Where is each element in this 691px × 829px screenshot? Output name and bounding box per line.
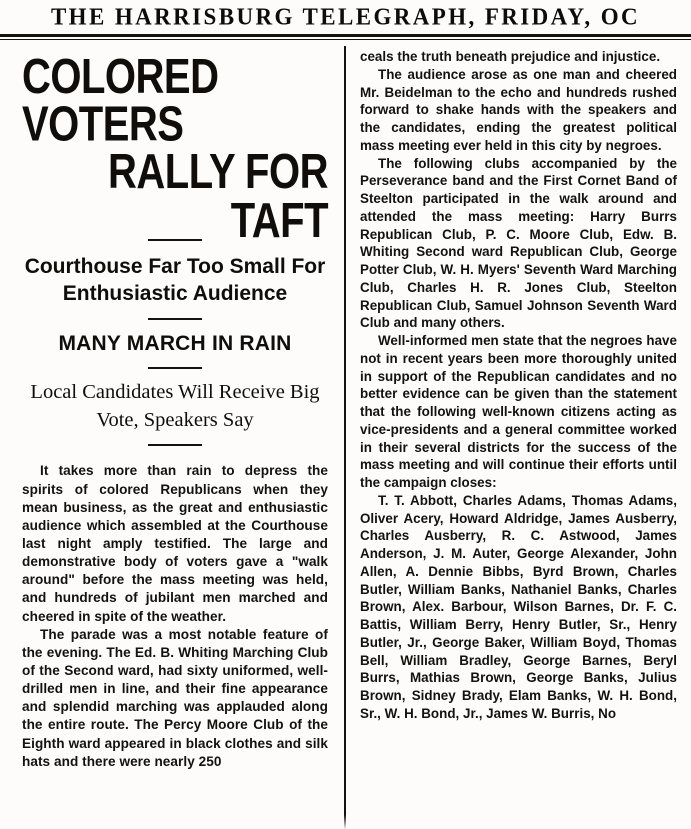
article-columns bbox=[0, 44, 691, 829]
deck-divider-4 bbox=[148, 444, 202, 446]
committee-names-list: T. T. Abbott, Charles Adams, Thomas Adams, Oliver Acery, Howard Aldridge, James Ausberry, Charles Ausberry, R. C. Astwood, James Anderson, J. M. Auter, George Alexander, John Allen, A. Dennie Bibbs, Byrd Brown, Charles Butler, William Banks, Nathaniel Banks, Charles Brown, Alex. Barbour, Wilson Barnes, Dr. F. C. Battis, William Berry, Henry Butler, Sr., Henry Butler, Jr., George Baker, William Boyd, Thomas Bell, William Bradley, George Barnes, Beryl Burrs, Mathias Brown, George Banks, Julius Brown, Sidney Brady, Elam Banks, W. H. Bond, Sr., W. H. Bond, Jr., James W. Burris, No bbox=[360, 492, 677, 721]
deck-divider-3 bbox=[148, 367, 202, 369]
right-column-body bbox=[360, 48, 677, 723]
masthead bbox=[0, 0, 691, 34]
article-deck-3: Local Candidates Will Receive Big Vote, Speakers Say bbox=[30, 381, 320, 431]
article-deck-1: Courthouse Far Too Small For Enthusiastic Audience bbox=[24, 254, 326, 306]
article-deck-2: MANY MARCH IN RAIN bbox=[58, 332, 292, 356]
masthead-title: THE HARRISBURG TELEGRAPH, FRIDAY, OC bbox=[50, 3, 641, 30]
left-paragraph-2: The parade was a most notable feature of the evening. The Ed. B. Whiting Marching Club of the Second ward, had sixty uniformed, well-drilled men in line, and their fine appearance and splendid marching was applauded along the entire route. The Percy Moore Club of the Eighth ward appeared in black clothes and silk hats and there were nearly 250 bbox=[22, 626, 328, 769]
deck-divider-2 bbox=[148, 318, 202, 320]
left-column-body bbox=[22, 462, 328, 770]
headline-line-2: RALLY FOR TAFT bbox=[108, 145, 328, 248]
right-column bbox=[346, 44, 691, 829]
headline-line-1: COLORED VOTERS bbox=[22, 50, 219, 152]
masthead-rule-thick bbox=[0, 34, 691, 37]
left-paragraph-1: It takes more than rain to depress the spirits of colored Republicans when they mean business, as the great and enthusiastic audience which assembled at the Courthouse last night amply testified. The large and demonstrative body of voters gave a "walk around" before the mass meeting was held, and hundreds of jubilant men marched and cheered in spite of the weather. bbox=[22, 463, 328, 624]
left-column bbox=[0, 44, 344, 829]
right-paragraph-4: Well-informed men state that the negroes have not in recent years been more thoroughly united in support of the Republican candidates and no better evidence can be given than the statement that the following well-known citizens acting as vice-presidents and a general committee worked in their several districts for the success of the mass meeting and will continue their efforts until the campaign closes: bbox=[360, 333, 677, 490]
right-paragraph-1: ceals the truth beneath prejudice and injustice. bbox=[360, 49, 661, 64]
article-headline bbox=[22, 50, 328, 248]
right-paragraph-2: The audience arose as one man and cheered Mr. Beidelman to the echo and hundreds rushed forward to shake hands with the speakers and the candidates, ending the greatest political mass meeting ever held in this city by negroes. bbox=[360, 66, 677, 153]
right-paragraph-3: The following clubs accompanied by the Perseverance band and the First Cornet Band of Steelton participated in the walk around and attended the mass meeting: Harry Burrs Republican Club, P. C. Moore Club, Edw. B. Whiting Second ward Republican Club, George Potter Club, W. H. Myers' Seventh Ward Marching Club, Charles H. R. Jones Club, Steelton Republican Club, Samuel Johnson Seventh Ward Club and many others. bbox=[360, 155, 677, 331]
masthead-rule-thin bbox=[0, 39, 691, 40]
